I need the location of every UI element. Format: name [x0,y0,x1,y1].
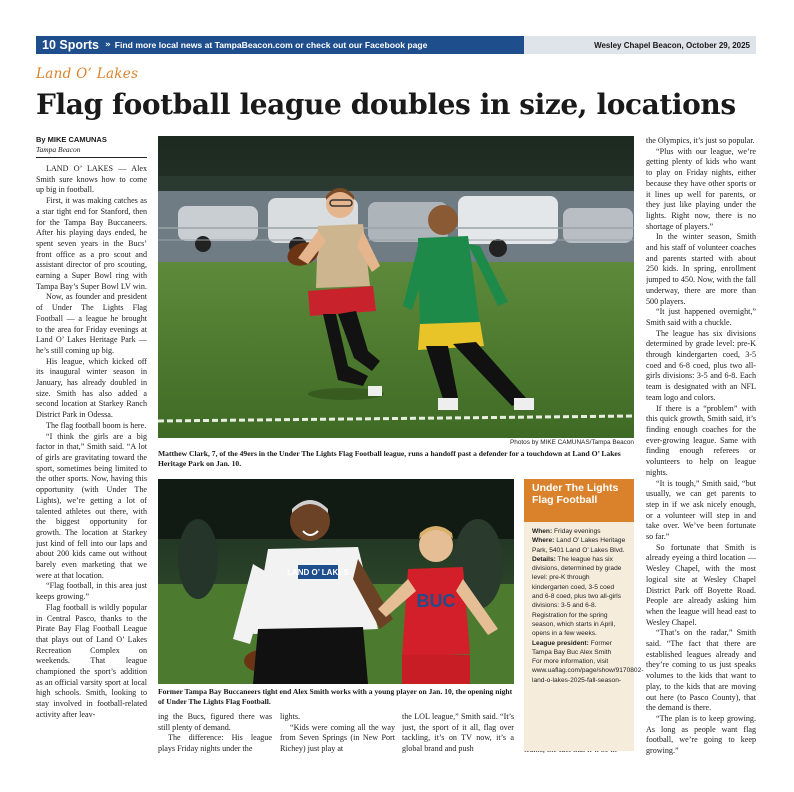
promo-text: Find more local news at TampaBeacon.com or check out our Facebook page [114,40,428,50]
paragraph: His league, which kicked off its inaugural winter season in January, has already doubled in size. Smith has also added a second location at Starkey Ranch District Park in Odessa. [36,356,147,420]
paragraph: So fortunate that Smith is already eyeing a third location — Wesley Chapel, with the most logical site at Wesley Chapel District Park off Boyette Road. People are already asking him when the league will head east to Wesley Chapel. [646,542,756,627]
article-column-2 [158,712,272,756]
dateline: Wesley Chapel Beacon, October 29, 2025 [524,36,756,54]
info-where-label: Where: [532,537,555,545]
info-president-value: Former Tampa Bay Buc Alex Smith [532,639,612,656]
article-column-6 [646,136,756,756]
paragraph: Now, as founder and president of Under The Lights Flag Football — a league he brought to the area for Friday evenings at Land O’ Lakes Heritage Park — he’s still coming up big. [36,292,147,355]
info-box-body [524,522,644,690]
article-column-4 [402,712,514,756]
player-jersey-text: BUC [416,591,456,611]
double-chevron-icon: » [104,40,111,50]
paragraph: The flag football boom is here. [46,420,147,430]
info-president [532,639,626,658]
info-details-value: The league has six divisions, determined by grade level: pre-K through kindergarten coed, 3-5 coed and 6-8 coed, plus two all-girls divisions: 3-5 and 6-8. Registration for the spring season, which starts in April, opens in a few weeks. [532,555,622,638]
info-more-link[interactable]: For more information, visit www.uaflag.com/page/show/9170802-land-o-lakes-2025-fall-season- [532,658,644,684]
info-when [532,527,626,536]
info-details-label: Details: [532,555,556,563]
section-header-bar [36,36,756,54]
article-column-1 [36,164,147,754]
paragraph: “Plus with our league, we’re getting plenty of kids who want to play on Friday nights, either because they have other sports or it lines up well for parents, or they just like playing under the lights. Right now, there is no shortage of players.” [646,146,756,231]
paragraph: The league has six divisions determined by grade level: pre-K through kindergarten coed, 3-5 coed and 6-8 coed, plus two all-girls divisions: 3-5 and 6-8. Each team is designated with an NFL team logo and colors. [646,328,756,402]
info-where-value: Land O’ Lakes Heritage Park, 5401 Land O’ Lakes Blvd. [532,537,626,554]
info-where [532,536,626,555]
paragraph: “Flag football, in this area just keeps growing.” [36,581,147,602]
paragraph: LAND O’ LAKES — Alex Smith sure knows how to come up big in football. [36,164,147,195]
info-box [524,479,644,751]
paragraph: If there is a “problem” with this quick growth, Smith said, it’s finding enough coaches for the ever-growing league. Same with finding enough referees or volunteers to help on league nights. [646,403,756,477]
paragraph: ing the Bucs, figured there was still plenty of demand. [158,712,272,732]
paragraph: “It is tough,” Smith said, “but usually, we can get parents to step in if we ask nicely enough, or a volunteer will step in and take over. We’ve been fortunate so far.” [646,478,756,542]
headline: Flag football league doubles in size, locations [36,88,736,121]
paragraph: First, it was making catches as a star tight end for Stanford, then for the Tampa Bay Buccaneers. After his playing days ended, he spent seven years in the Bucs’ front office as a pro scout and assistant director of pro scouting, earning a Super Bowl ring with Tampa Bay’s Super Bowl LV win. [36,196,147,291]
info-when-value: Friday evenings [554,528,601,535]
article-column-3 [280,712,395,756]
paragraph: Flag football is wildly popular in Central Pasco, thanks to the Pirate Bay Flag Football League that plays out of Land O’ Lakes Recreation Complex on weekends. That league championed the sport’s addition as an official varsity sport at local high schools. Smith, looking to stay involved in football-related activity after leav- [36,602,147,719]
info-president-label: League president: [532,639,589,647]
photo-2-caption: Former Tampa Bay Buccaneers tight end Alex Smith works with a young player on Jan. 10, the opening night of Under The Lights Flag Football. [158,687,513,706]
byline: By MIKE CAMUNAS [36,135,107,144]
paragraph: “I think the girls are a big factor in that,” Smith said. “A lot of girls are gravitating toward the sport, sometimes being limited to the other sports. Now, having this opportunity (with Under The Lights), we’re getting a lot of talented athletes out there, with the biggest opportunity for growth. The location at Starkey just kind of fell into our laps and about 200 kids came out without barely even marketing that we were at that location. [36,431,147,580]
photo-alex-smith-coaching [158,479,514,684]
paragraph: the LOL league,” Smith said. “It’s just, the sport of it all, flag over tackling, it’s on TV now, it’s a global brand and push [402,712,514,754]
info-when-label: When: [532,528,553,535]
paragraph: lights. [280,712,301,721]
paragraph: “It just happened overnight,” Smith said with a chuckle. [646,307,756,327]
photo-flag-football-run [158,136,634,438]
kicker: Land O’ Lakes [36,66,139,82]
info-details [532,555,626,639]
photo-credit: Photos by MIKE CAMUNAS/Tampa Beacon [510,439,634,446]
paragraph: the Olympics, it’s just so popular. [646,136,755,145]
photo-1-image [158,136,634,438]
coach-shirt-text: LAND O’ LAKES [287,568,349,577]
byline-block [36,135,147,158]
photo-1-caption: Matthew Clark, 7, of the 49ers in the Under The Lights Flag Football league, runs a handoff past a defender for a touchdown at Land O’ Lakes Heritage Park on Jan. 10. [158,449,621,468]
paragraph: “Kids were coming all the way from Seven Springs (in New Port Richey) just play at [280,722,395,754]
paragraph: “The plan is to keep growing. As long as people want flag football, we’re going to keep growing.” [646,713,756,756]
section-header-left [36,36,524,54]
paragraph: The difference: His league plays Friday nights under the [158,733,272,754]
photo-2-image [158,479,514,684]
paragraph: In the winter season, Smith and his staff of volunteer coaches and parents started with about 250 kids. In spring, enrollment jumped to 450. Now, with the fall underway, there are more than 500 players. [646,232,756,306]
info-box-title: Under The Lights Flag Football [524,479,634,522]
section-label: 10 Sports [42,38,99,52]
byline-org: Tampa Beacon [36,145,81,154]
paragraph: “That’s on the radar,” Smith said. “The fact that there are established leagues already and they’re coming to us just speaks volumes to the kids that want to play, to the kids that are moving out here (to Pasco County), that the demand is there. [646,628,756,713]
